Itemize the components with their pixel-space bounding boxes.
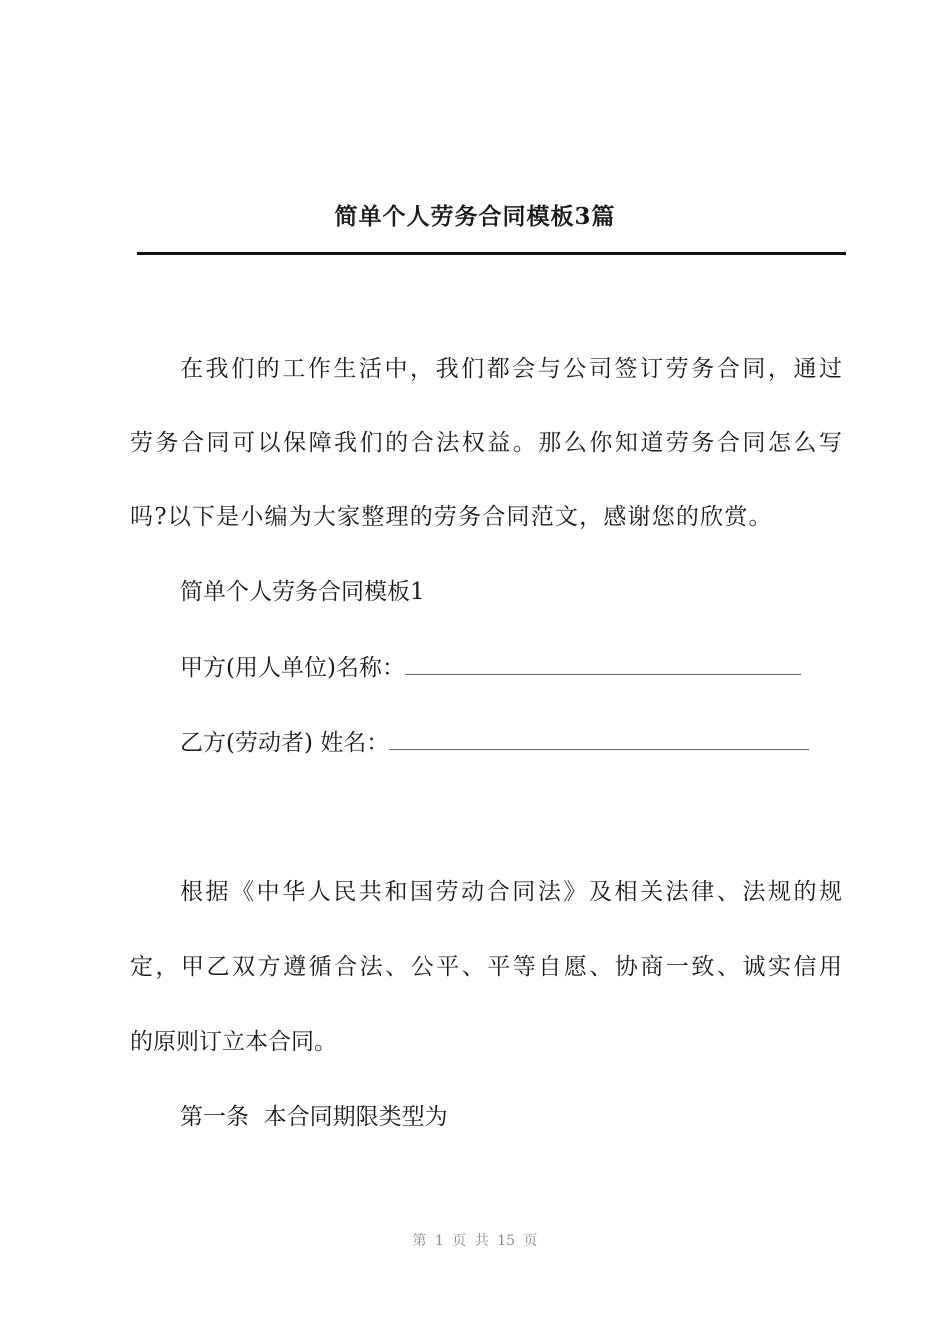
basis-line-1: 根据《中华人民共和国劳动合同法》及相关法律、法规的规 — [180, 879, 842, 905]
article-1: 第一条 本合同期限类型为 — [180, 1104, 448, 1130]
basis-line-2: 定，甲乙双方遵循合法、公平、平等自愿、协商一致、诚实信用 — [130, 954, 842, 980]
party-b-row — [180, 727, 842, 758]
template-heading: 简单个人劳务合同模板1 — [180, 579, 425, 605]
party-a-label: 甲方(用人单位)名称： — [180, 655, 405, 681]
intro-line-3: 吗?以下是小编为大家整理的劳务合同范文，感谢您的欣赏。 — [130, 504, 773, 530]
document-title: 简单个人劳务合同模板3篇 — [334, 203, 616, 230]
party-b-name-field[interactable] — [389, 727, 809, 750]
title-underline — [137, 252, 846, 255]
intro-line-1: 在我们的工作生活中，我们都会与公司签订劳务合同，通过 — [180, 356, 842, 382]
intro-line-2: 劳务合同可以保障我们的合法权益。那么你知道劳务合同怎么写 — [130, 430, 842, 456]
party-a-row — [180, 652, 842, 683]
page-number: 第 1 页 共 15 页 — [412, 1233, 538, 1249]
party-b-label: 乙方(劳动者) 姓名： — [180, 730, 390, 756]
party-a-name-field[interactable] — [405, 652, 801, 675]
basis-line-3: 的原则订立本合同。 — [130, 1029, 337, 1055]
